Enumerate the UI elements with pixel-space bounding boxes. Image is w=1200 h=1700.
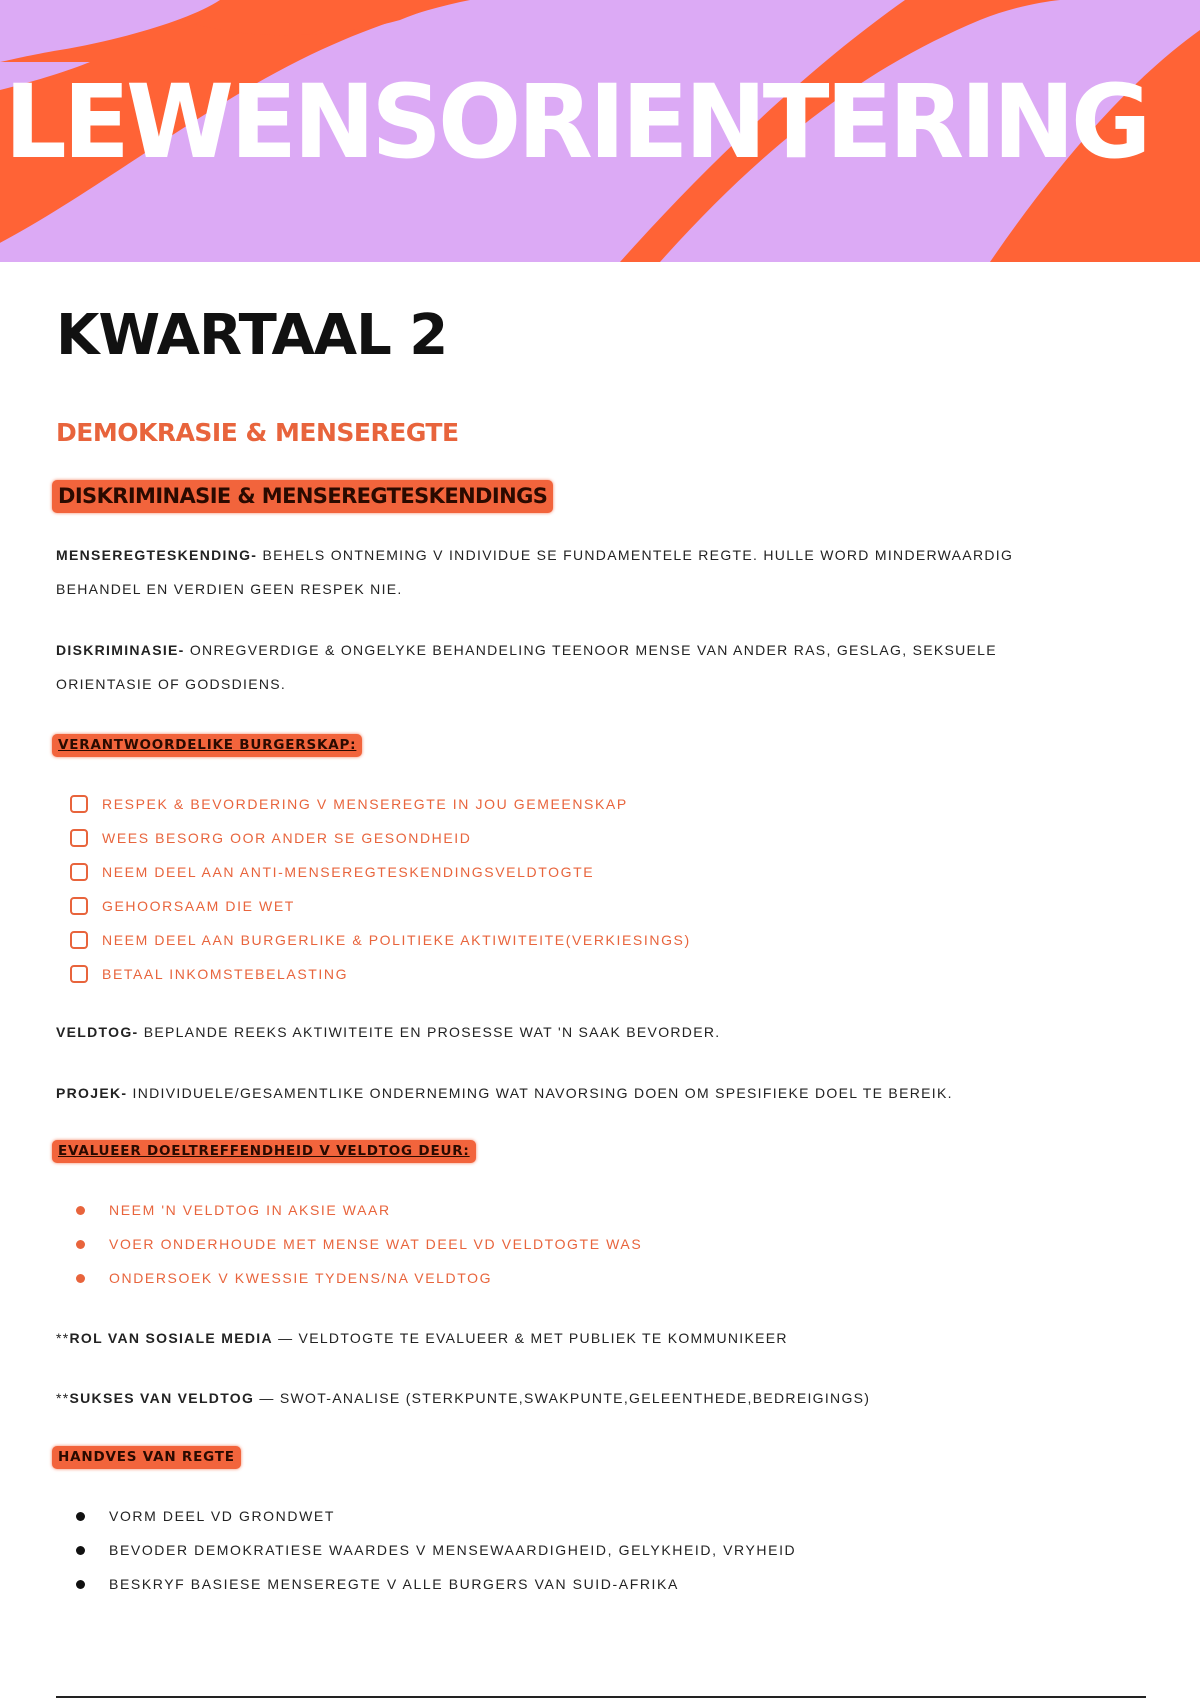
definition-term: MENSEREGTESKENDING- bbox=[56, 547, 258, 563]
bullet-icon bbox=[76, 1580, 85, 1589]
bullet-icon bbox=[76, 1512, 85, 1521]
checklist-item-label: GEHOORSAAM DIE WET bbox=[102, 898, 295, 914]
checkbox[interactable] bbox=[70, 965, 88, 983]
definition-text: INDIVIDUELE/GESAMENTLIKE ONDERNEMING WAT NAVORSING DOEN OM SPESIFIEKE DOEL TE BEREIK. bbox=[132, 1085, 953, 1101]
checklist-item[interactable] bbox=[70, 855, 691, 889]
checkbox[interactable] bbox=[70, 863, 88, 881]
list-item-label: BESKRYF BASIESE MENSEREGTE V ALLE BURGERS VAN SUID-AFRIKA bbox=[109, 1576, 679, 1592]
charter-list bbox=[70, 1499, 796, 1601]
note-social-media bbox=[56, 1321, 1076, 1355]
checklist-item[interactable] bbox=[70, 787, 691, 821]
checklist-item[interactable] bbox=[70, 889, 691, 923]
checklist-item[interactable] bbox=[70, 957, 691, 991]
checklist-item-label: BETAAL INKOMSTEBELASTING bbox=[102, 966, 349, 982]
citizenship-checklist bbox=[70, 787, 691, 991]
checklist-item-label: NEEM DEEL AAN ANTI-MENSEREGTESKENDINGSVELDTOGTE bbox=[102, 864, 595, 880]
checklist-item-label: NEEM DEEL AAN BURGERLIKE & POLITIEKE AKTIWITEITE(VERKIESINGS) bbox=[102, 932, 691, 948]
list-item-label: VORM DEEL VD GRONDWET bbox=[109, 1508, 335, 1524]
checklist-item[interactable] bbox=[70, 821, 691, 855]
list-item-label: NEEM 'N VELDTOG IN AKSIE WAAR bbox=[109, 1202, 391, 1218]
note-term: SUKSES VAN VELDTOG bbox=[69, 1390, 255, 1406]
definition-discrimination bbox=[56, 633, 1076, 701]
definition-term: VELDTOG- bbox=[56, 1024, 139, 1040]
checkbox[interactable] bbox=[70, 829, 88, 847]
page-title: KWARTAAL 2 bbox=[56, 303, 448, 368]
list-item-label: VOER ONDERHOUDE MET MENSE WAT DEEL VD VELDTOGTE WAS bbox=[109, 1236, 643, 1252]
note-prefix: ** bbox=[56, 1390, 70, 1406]
definition-campaign bbox=[56, 1015, 1076, 1049]
definition-project bbox=[56, 1076, 1076, 1110]
heading-charter: HANDVES VAN REGTE bbox=[52, 1446, 241, 1469]
note-text: — VELDTOGTE TE EVALUEER & MET PUBLIEK TE KOMMUNIKEER bbox=[278, 1330, 788, 1346]
definition-term: DISKRIMINASIE- bbox=[56, 642, 185, 658]
heading-citizenship: VERANTWOORDELIKE BURGERSKAP: bbox=[52, 734, 362, 757]
definition-term: PROJEK- bbox=[56, 1085, 128, 1101]
note-text: — SWOT-ANALISE (STERKPUNTE,SWAKPUNTE,GELEENTHEDE,BEDREIGINGS) bbox=[259, 1390, 871, 1406]
note-prefix: ** bbox=[56, 1330, 70, 1346]
definition-text: BEPLANDE REEKS AKTIWITEITE EN PROSESSE WAT 'N SAAK BEVORDER. bbox=[143, 1024, 721, 1040]
list-item bbox=[70, 1261, 642, 1295]
list-item bbox=[70, 1193, 642, 1227]
note-term: ROL VAN SOSIALE MEDIA bbox=[69, 1330, 273, 1346]
checklist-item[interactable] bbox=[70, 923, 691, 957]
checklist-item-label: RESPEK & BEVORDERING V MENSEREGTE IN JOU GEMEENSKAP bbox=[102, 796, 628, 812]
evaluate-list bbox=[70, 1193, 642, 1295]
definition-violation bbox=[56, 538, 1076, 606]
checkbox[interactable] bbox=[70, 795, 88, 813]
list-item-label: BEVODER DEMOKRATIESE WAARDES V MENSEWAARDIGHEID, GELYKHEID, VRYHEID bbox=[109, 1542, 797, 1558]
list-item bbox=[70, 1227, 642, 1261]
note-success bbox=[56, 1381, 1076, 1415]
definition-text: ONREGVERDIGE & ONGELYKE BEHANDELING TEENOOR MENSE VAN ANDER RAS, GESLAG, SEKSUELE ORIENTASIE OF GODSDIENS. bbox=[56, 642, 997, 692]
checkbox[interactable] bbox=[70, 931, 88, 949]
checkbox[interactable] bbox=[70, 897, 88, 915]
list-item bbox=[70, 1499, 796, 1533]
bullet-icon bbox=[76, 1546, 85, 1555]
list-item-label: ONDERSOEK V KWESSIE TYDENS/NA VELDTOG bbox=[109, 1270, 493, 1286]
divider bbox=[56, 1696, 1146, 1698]
definition-text: BEHELS ONTNEMING V INDIVIDUE SE FUNDAMENTELE REGTE. HULLE WORD MINDERWAARDIG BEHANDEL EN VERDIEN GEEN RESPEK NIE. bbox=[56, 547, 1014, 597]
checklist-item-label: WEES BESORG OOR ANDER SE GESONDHEID bbox=[102, 830, 472, 846]
banner-title: LEWENSORIENTERING bbox=[4, 63, 1148, 182]
heading-discrimination: DISKRIMINASIE & MENSEREGTESKENDINGS bbox=[52, 480, 553, 513]
heading-evaluate: EVALUEER DOELTREFFENDHEID V VELDTOG DEUR: bbox=[52, 1140, 476, 1163]
list-item bbox=[70, 1533, 796, 1567]
bullet-icon bbox=[76, 1206, 85, 1215]
section-title: DEMOKRASIE & MENSEREGTE bbox=[56, 418, 459, 447]
header-banner bbox=[0, 0, 1200, 262]
list-item bbox=[70, 1567, 796, 1601]
bullet-icon bbox=[76, 1274, 85, 1283]
bullet-icon bbox=[76, 1240, 85, 1249]
